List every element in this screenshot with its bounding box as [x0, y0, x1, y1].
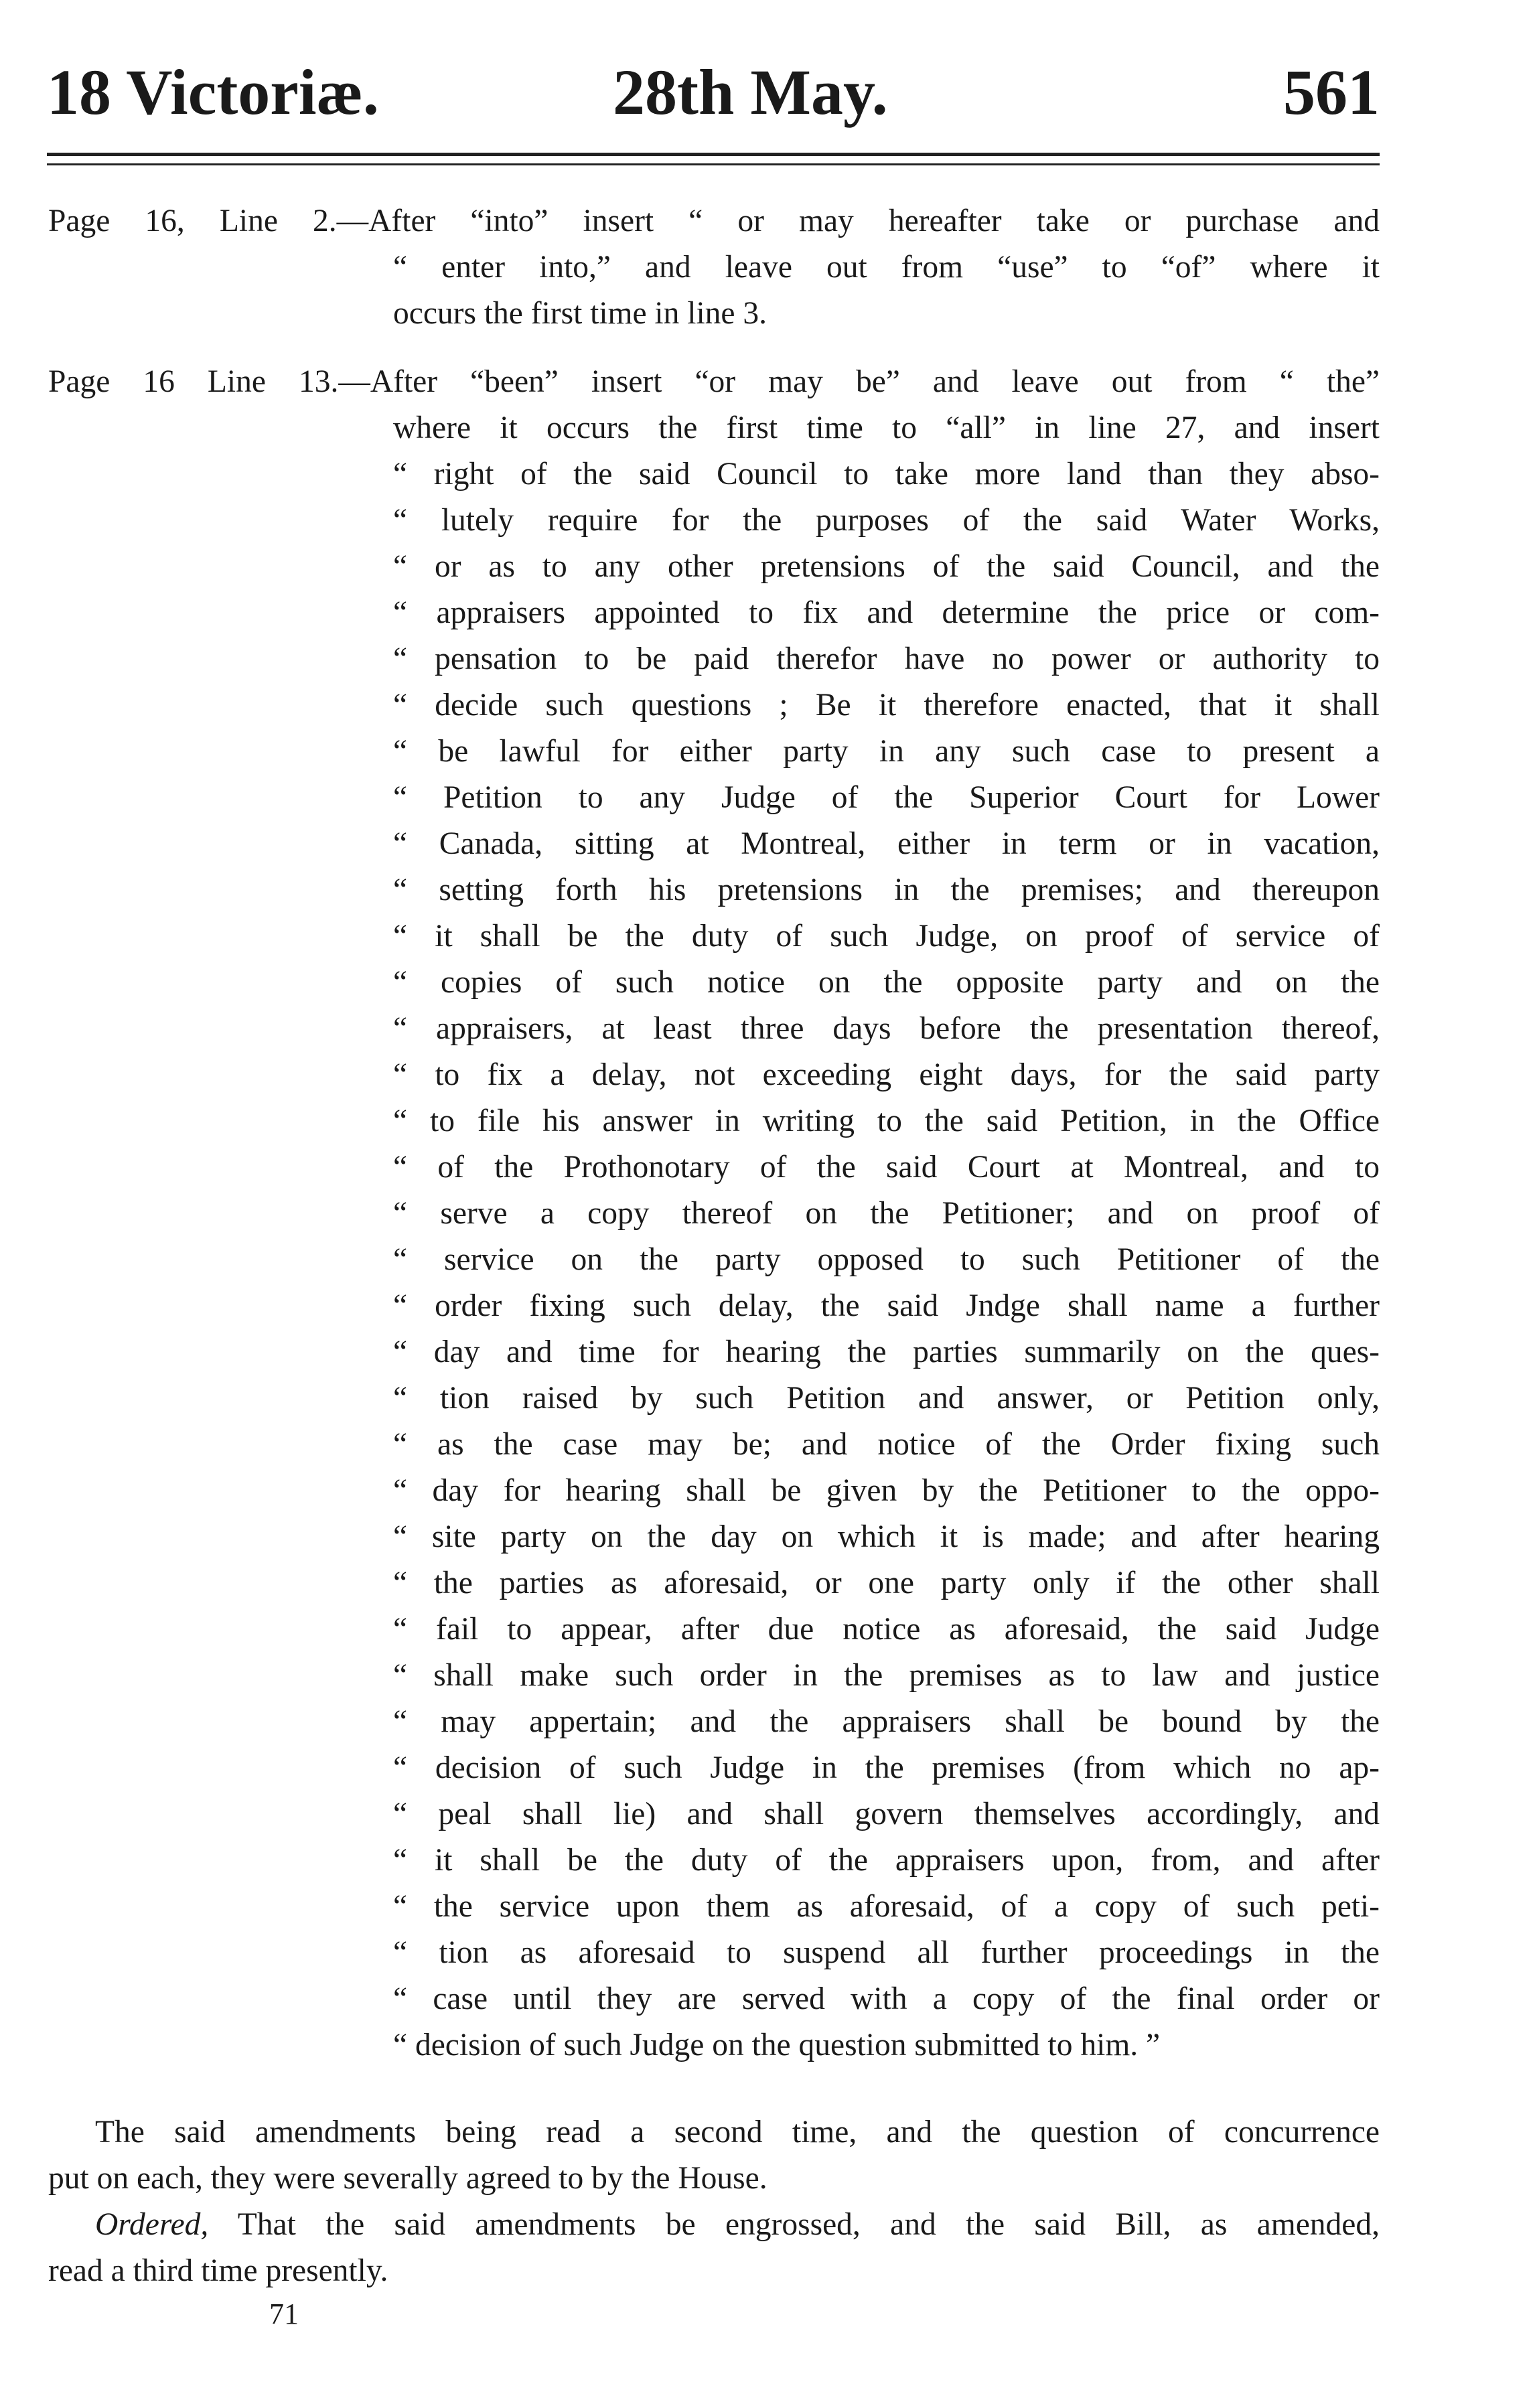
amendment-line: “ as the case may be; and notice of the Order fixing such: [393, 1427, 1380, 1462]
amendment-line: “ setting forth his pretensions in the premises; and thereupon: [393, 873, 1380, 907]
amendment-line: “ may appertain; and the appraisers shall be bound by the: [393, 1704, 1380, 1739]
amendment-line: “ serve a copy thereof on the Petitioner; and on proof of: [393, 1196, 1380, 1231]
amendment-line: “ to fix a delay, not exceeding eight days, for the said party: [393, 1057, 1380, 1092]
amendment-line: “ of the Prothonotary of the said Court at Montreal, and to: [393, 1150, 1380, 1185]
ordered-text: That the said amendments be engrossed, and the said Bill, as amended,: [208, 2207, 1380, 2242]
amendment-line: “ order fixing such delay, the said Jndge shall name a further: [393, 1288, 1380, 1323]
signature-mark: 71: [269, 2298, 299, 2330]
amendment-line: “ service on the party opposed to such Petitioner of the: [393, 1242, 1380, 1277]
amendment-line: “ lutely require for the purposes of the said Water Works,: [393, 503, 1380, 538]
running-header: [47, 56, 1380, 141]
amendment-line: “ shall make such order in the premises as to law and justice: [393, 1658, 1380, 1693]
ordered-label: Ordered,: [95, 2207, 209, 2242]
amendment-line: “ appraisers appointed to fix and determine the price or com-: [393, 595, 1380, 630]
amendment-line: “ copies of such notice on the opposite party and on the: [393, 965, 1380, 1000]
ordered-paragraph-line: [48, 2202, 1380, 2248]
amendment-line: “ tion raised by such Petition and answer, or Petition only,: [393, 1381, 1380, 1416]
amendment-page16-line2: [48, 198, 1380, 337]
amendment-line: “ be lawful for either party in any such case to present a: [393, 734, 1380, 769]
amendment-line: “ fail to appear, after due notice as aforesaid, the said Judge: [393, 1612, 1380, 1647]
amendment-line: “ decide such questions ; Be it therefore enacted, that it shall: [393, 688, 1380, 723]
amendment-line: “ peal shall lie) and shall govern themselves accordingly, and: [393, 1797, 1380, 1831]
amendment-line: where it occurs the first time to “all” in line 27, and insert: [393, 410, 1380, 445]
amendment-line: “ decision of such Judge on the question submitted to him. ”: [393, 2028, 1161, 2062]
amendment-line: “ Canada, sitting at Montreal, either in term or in vacation,: [393, 826, 1380, 861]
amendment-lead: Page 16, Line 2.—After “into” insert “ or may hereafter take or purchase and: [48, 204, 1380, 238]
amendment-line: “ it shall be the duty of the appraisers upon, from, and after: [393, 1843, 1380, 1878]
amendment-line: “ decision of such Judge in the premises (from which no ap-: [393, 1750, 1380, 1785]
header-rule-thick: [47, 153, 1380, 156]
amendment-line: “ appraisers, at least three days before the presentation thereof,: [393, 1011, 1380, 1046]
amendment-line: “ pensation to be paid therefor have no power or authority to: [393, 642, 1380, 676]
page-number: 561: [1283, 56, 1380, 128]
amendment-line: “ tion as aforesaid to suspend all further proceedings in the: [393, 1935, 1380, 1970]
ordered-paragraph-line: read a third time presently.: [48, 2253, 388, 2288]
header-rule-thin: [47, 163, 1380, 165]
amendment-line: “ enter into,” and leave out from “use” to “of” where it: [393, 250, 1380, 285]
concurrence-paragraph-line: The said amendments being read a second time, and the question of concurrence: [95, 2115, 1380, 2150]
amendment-line: “ right of the said Council to take more land than they abso-: [393, 457, 1380, 492]
amendment-line: “ day for hearing shall be given by the Petitioner to the oppo-: [393, 1473, 1380, 1508]
concurrence-paragraph-line: put on each, they were severally agreed to by the House.: [48, 2161, 768, 2196]
amendment-page16-line13: [48, 359, 1380, 2068]
amendment-line: “ case until they are served with a copy of the final order or: [393, 1981, 1380, 2016]
closing-paragraphs: [48, 2109, 1380, 2334]
amendment-line: “ site party on the day on which it is made; and after hearing: [393, 1519, 1380, 1554]
amendment-line: “ or as to any other pretensions of the said Council, and the: [393, 549, 1380, 584]
amendment-line: “ it shall be the duty of such Judge, on proof of service of: [393, 919, 1380, 954]
amendment-line: “ to file his answer in writing to the said Petition, in the Office: [393, 1104, 1380, 1138]
amendment-line: occurs the first time in line 3.: [393, 296, 767, 331]
amendment-line: “ the service upon them as aforesaid, of a copy of such peti-: [393, 1889, 1380, 1924]
amendment-line: “ day and time for hearing the parties summarily on the ques-: [393, 1335, 1380, 1369]
amendment-lead: Page 16 Line 13.—After “been” insert “or may be” and leave out from “ the”: [48, 364, 1380, 399]
header-date: 28th May.: [613, 56, 888, 128]
header-regnal-year: 18 Victoriæ.: [47, 56, 379, 128]
amendment-line: “ Petition to any Judge of the Superior Court for Lower: [393, 780, 1380, 815]
amendment-line: “ the parties as aforesaid, or one party only if the other shall: [393, 1566, 1380, 1600]
